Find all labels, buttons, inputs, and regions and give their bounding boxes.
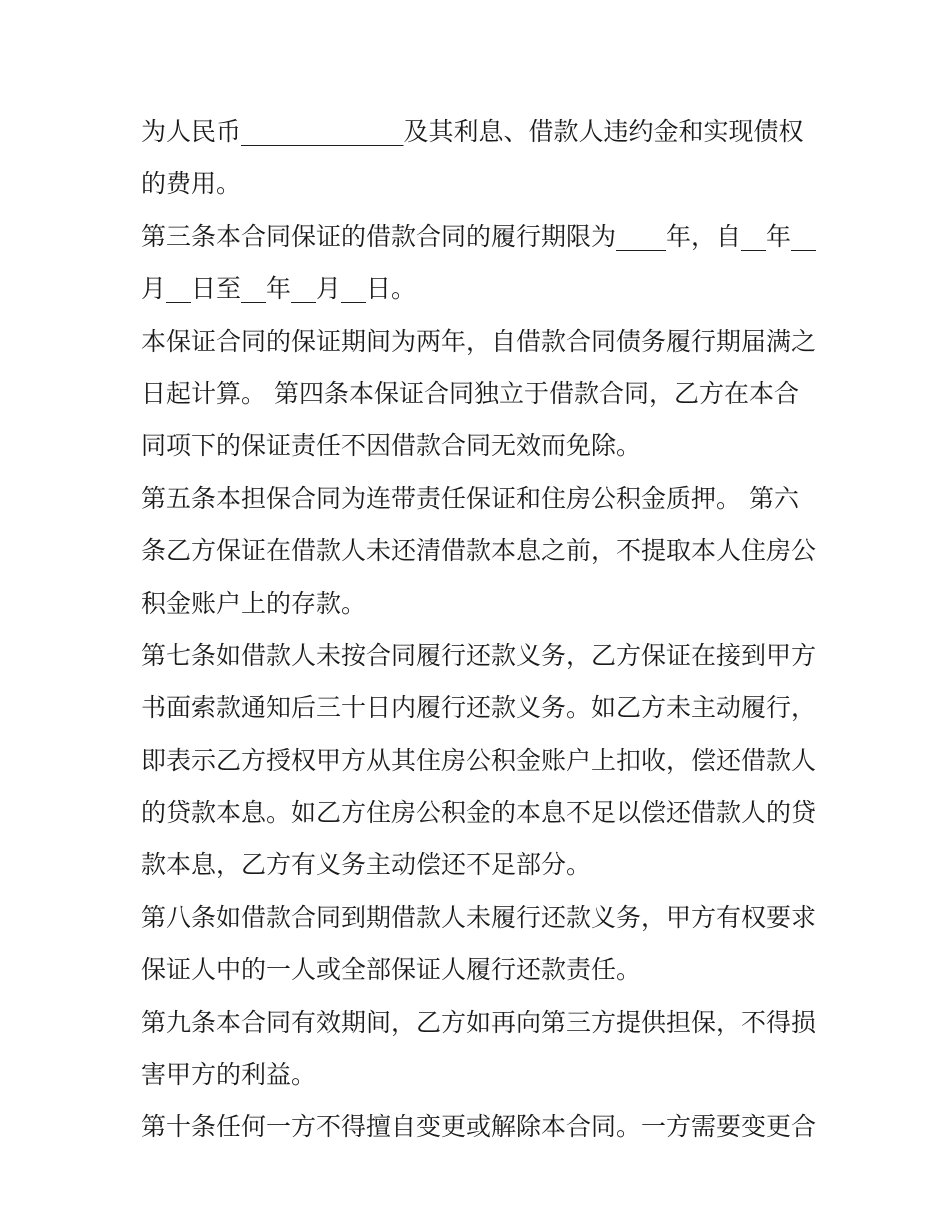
text-line: 第八条如借款合同到期借款人未履行还款义务，甲方有权要求 (141, 902, 817, 932)
text-line: 同项下的保证责任不因借款合同无效而免除。 (141, 431, 642, 461)
text-line: 第五条本担保合同为连带责任保证和住房公积金质押。 第六 (141, 483, 799, 513)
text-line: 条乙方保证在借款人未还清借款本息之前，不提取本人住房公 (141, 536, 817, 566)
contract-text (141, 106, 821, 1154)
text-line: 月__日至__年__月__日。 (141, 274, 417, 304)
text-line: 款本息，乙方有义务主动偿还不足部分。 (141, 850, 592, 880)
text-line: 为人民币_____________及其利息、借款人违约金和实现债权 (141, 117, 804, 146)
text-line: 第十条任何一方不得擅自变更或解除本合同。一方需要变更合 (141, 1112, 817, 1142)
text-line: 即表示乙方授权甲方从其住房公积金账户上扣收，偿还借款人 (141, 745, 817, 775)
text-line: 本保证合同的保证期间为两年，自借款合同债务履行期届满之 (141, 326, 817, 356)
text-line: 第七条如借款人未按合同履行还款义务，乙方保证在接到甲方 (141, 640, 817, 670)
text-line: 书面索款通知后三十日内履行还款义务。如乙方未主动履行， (141, 693, 817, 723)
text-line: 日起计算。 第四条本保证合同独立于借款合同，乙方在本合 (141, 378, 799, 408)
text-line: 保证人中的一人或全部保证人履行还款责任。 (141, 955, 642, 985)
text-line: 积金账户上的存款。 (141, 588, 367, 618)
text-line: 的贷款本息。如乙方住房公积金的本息不足以偿还借款人的贷 (141, 798, 817, 828)
text-line: 的费用。 (141, 169, 242, 199)
text-line: 第三条本合同保证的借款合同的履行期限为____年，自__年__ (141, 221, 817, 251)
text-line: 第九条本合同有效期间，乙方如再向第三方提供担保，不得损 (141, 1007, 817, 1037)
text-line: 害甲方的利益。 (141, 1060, 317, 1090)
